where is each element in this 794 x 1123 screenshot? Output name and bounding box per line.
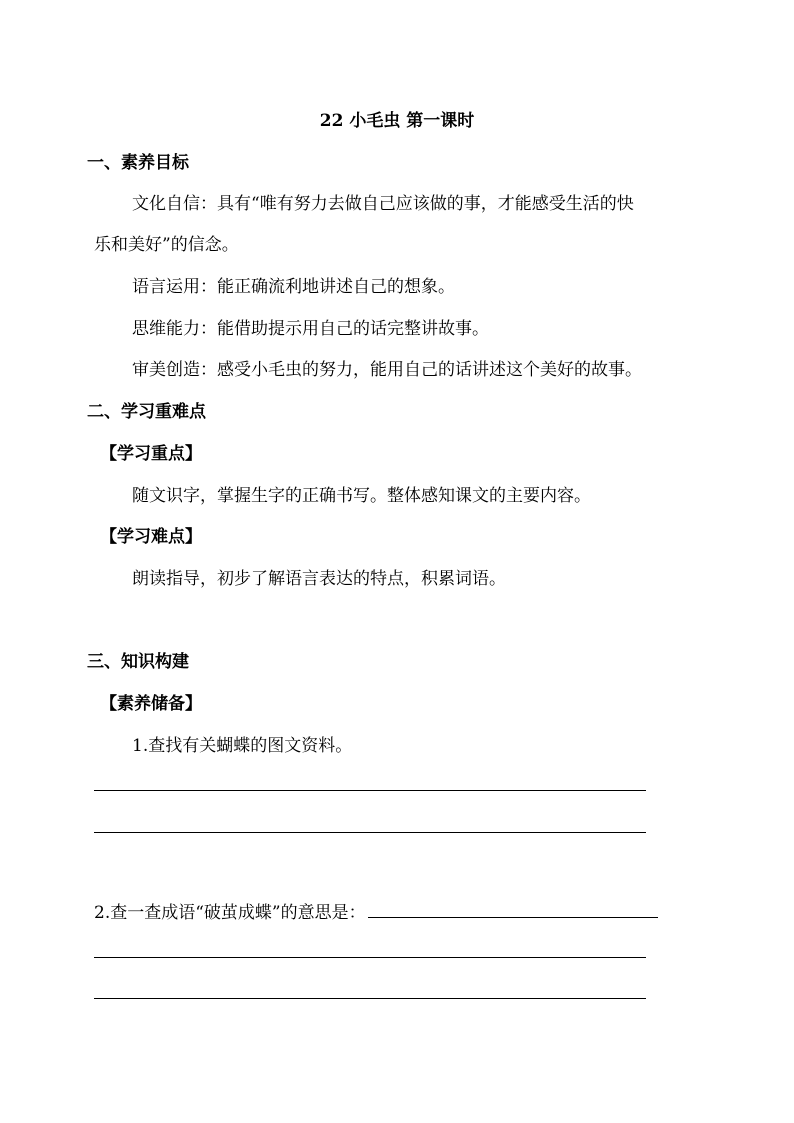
goal-language: 语言运用：能正确流利地讲述自己的想象。 (132, 277, 455, 297)
difficulty-text: 朗读指导，初步了解语言表达的特点，积累词语。 (132, 569, 506, 589)
question-2-text: 2.查一查成语“破茧成蝶”的意思是： (94, 903, 366, 923)
answer-line-3[interactable] (94, 957, 646, 958)
section-heading-key-points: 二、学习重难点 (87, 402, 206, 422)
subheading-difficulty: 【学习难点】 (100, 527, 202, 547)
subheading-preparation: 【素养储备】 (100, 694, 202, 714)
answer-line-1[interactable] (94, 790, 646, 791)
question-2 (94, 898, 658, 923)
goal-aesthetics: 审美创造：感受小毛虫的努力，能用自己的话讲述这个美好的故事。 (132, 360, 642, 380)
goal-thinking: 思维能力：能借助提示用自己的话完整讲故事。 (132, 319, 489, 339)
subheading-key-point: 【学习重点】 (100, 444, 202, 464)
answer-inline-blank[interactable] (368, 916, 658, 918)
question-1: 1.查找有关蝴蝶的图文资料。 (132, 736, 353, 756)
answer-line-2[interactable] (94, 832, 646, 833)
goal-culture-line1: 文化自信：具有“唯有努力去做自己应该做的事，才能感受生活的快 (132, 194, 634, 214)
section-heading-knowledge: 三、知识构建 (87, 652, 189, 672)
answer-line-4[interactable] (94, 998, 646, 999)
page-title: 22 小毛虫 第一课时 (319, 111, 475, 131)
goal-culture-line2: 乐和美好”的信念。 (94, 235, 239, 255)
section-heading-goals: 一、素养目标 (87, 153, 189, 173)
key-point-text: 随文识字，掌握生字的正确书写。整体感知课文的主要内容。 (132, 486, 591, 506)
